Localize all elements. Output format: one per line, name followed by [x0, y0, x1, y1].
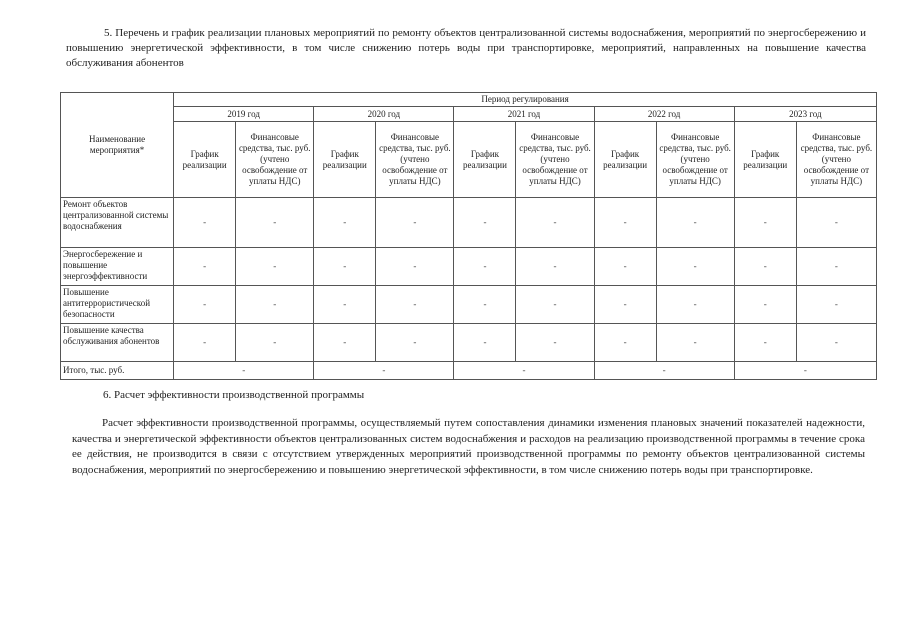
table-cell: - [454, 198, 516, 248]
total-cell: - [734, 362, 876, 380]
year-header: 2023 год [734, 107, 876, 122]
schedule-subheader: График реализации [594, 122, 656, 198]
finance-subheader: Финансовые средства, тыс. руб. (учтено освобождение от уплаты НДС) [236, 122, 314, 198]
table-cell: - [314, 248, 376, 286]
table-cell: - [236, 248, 314, 286]
year-header: 2022 год [594, 107, 734, 122]
table-cell: - [174, 198, 236, 248]
period-header: Период регулирования [174, 93, 877, 107]
total-cell: - [594, 362, 734, 380]
table-cell: - [734, 198, 796, 248]
table-row [61, 286, 877, 324]
table-cell: - [796, 324, 876, 362]
table-cell: - [656, 198, 734, 248]
table-cell: - [656, 248, 734, 286]
table-row [61, 248, 877, 286]
table-cell: - [376, 248, 454, 286]
table-cell: - [376, 324, 454, 362]
table-cell: - [454, 324, 516, 362]
table-row [61, 198, 877, 248]
year-header: 2020 год [314, 107, 454, 122]
table-cell: - [314, 286, 376, 324]
table-cell: - [454, 286, 516, 324]
total-row [61, 362, 877, 380]
schedule-subheader: График реализации [314, 122, 376, 198]
table-cell: - [454, 248, 516, 286]
table-cell: - [376, 286, 454, 324]
total-cell: - [454, 362, 594, 380]
table-cell: - [594, 198, 656, 248]
table-cell: - [516, 248, 594, 286]
year-header: 2019 год [174, 107, 314, 122]
table-cell: - [516, 198, 594, 248]
row-name: Ремонт объектов централизованной системы водоснабжения [61, 198, 174, 248]
table-cell: - [796, 286, 876, 324]
table-cell: - [174, 286, 236, 324]
row-name: Повышение антитеррористической безопасности [61, 286, 174, 324]
finance-subheader: Финансовые средства, тыс. руб. (учтено освобождение от уплаты НДС) [796, 122, 876, 198]
table-cell: - [516, 286, 594, 324]
plan-table [60, 92, 877, 380]
year-header: 2021 год [454, 107, 594, 122]
table-row [61, 324, 877, 362]
table-cell: - [236, 198, 314, 248]
total-label: Итого, тыс. руб. [61, 362, 174, 380]
table-cell: - [516, 324, 594, 362]
table-cell: - [314, 324, 376, 362]
total-cell: - [174, 362, 314, 380]
table-cell: - [594, 248, 656, 286]
row-name: Повышение качества обслуживания абонентов [61, 324, 174, 362]
section-6-title: 6. Расчет эффективности производственной программы [103, 389, 365, 401]
table-cell: - [734, 248, 796, 286]
schedule-subheader: График реализации [734, 122, 796, 198]
schedule-subheader: График реализации [174, 122, 236, 198]
row-name: Энергосбережение и повышение энергоэффективности [61, 248, 174, 286]
table-cell: - [236, 324, 314, 362]
table-cell: - [314, 198, 376, 248]
table-cell: - [796, 248, 876, 286]
finance-subheader: Финансовые средства, тыс. руб. (учтено освобождение от уплаты НДС) [376, 122, 454, 198]
table-cell: - [734, 286, 796, 324]
table-cell: - [656, 324, 734, 362]
table-cell: - [174, 324, 236, 362]
table-cell: - [376, 198, 454, 248]
finance-subheader: Финансовые средства, тыс. руб. (учтено освобождение от уплаты НДС) [656, 122, 734, 198]
table-cell: - [236, 286, 314, 324]
name-column-header: Наименование мероприятия* [61, 93, 174, 198]
section-5-title: 5. Перечень и график реализации плановых мероприятий по ремонту объектов централизованной системы водоснабжения, мероприятий по энергосбережению и повышению энергетической эффективности, в том числе снижению потерь воды при транспортировке, мероприятий, направленных на повышение качества обслуживания абонентов [66, 27, 866, 69]
table-cell: - [796, 198, 876, 248]
finance-subheader: Финансовые средства, тыс. руб. (учтено освобождение от уплаты НДС) [516, 122, 594, 198]
table-cell: - [174, 248, 236, 286]
table-cell: - [734, 324, 796, 362]
table-cell: - [594, 324, 656, 362]
total-cell: - [314, 362, 454, 380]
section-6-paragraph: Расчет эффективности производственной программы, осуществляемый путем сопоставления динамики изменения плановых значений показателей надежности, качества и энергетической эффективности объектов централизованных систем водоснабжения и расходов на реализацию производственной программы в течение срока ее действия, не производится в связи с отсутствием утвержденных мероприятий производственной программы по ремонту объектов централизованной системы водоснабжения, мероприятий по энергосбережению и повышению энергетической эффективности, в том числе снижению потерь воды при транспортировке. [72, 417, 865, 476]
table-cell: - [656, 286, 734, 324]
table-cell: - [594, 286, 656, 324]
schedule-subheader: График реализации [454, 122, 516, 198]
